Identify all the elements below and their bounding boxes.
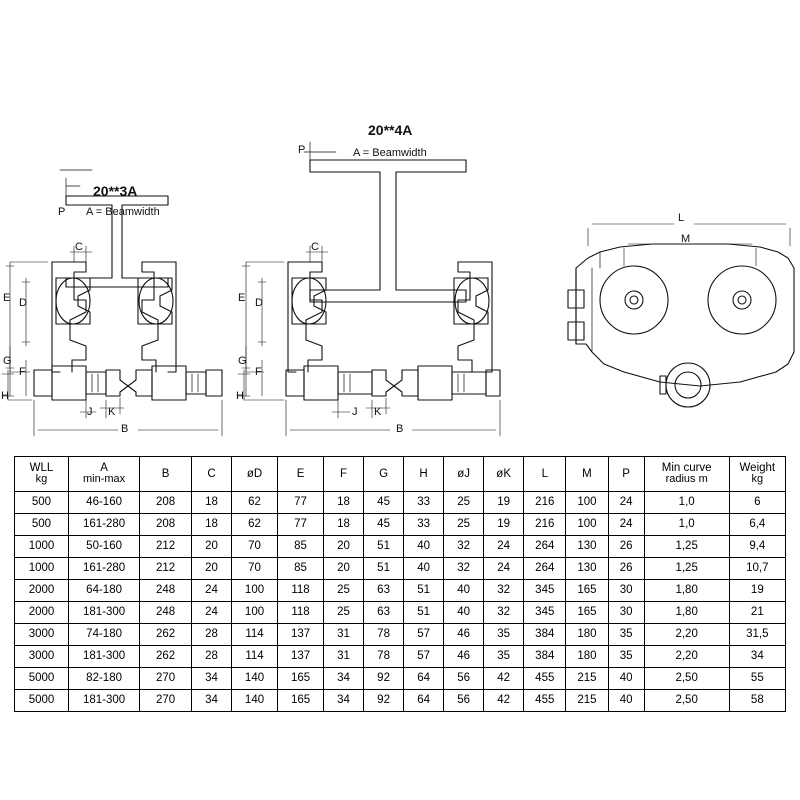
table-cell: 24 bbox=[192, 602, 232, 624]
table-row bbox=[15, 580, 786, 602]
table-cell: 137 bbox=[278, 646, 324, 668]
table-cell: 2,20 bbox=[644, 646, 729, 668]
table-cell: 92 bbox=[364, 690, 404, 712]
table-cell: 62 bbox=[232, 492, 278, 514]
table-cell: 5000 bbox=[15, 668, 69, 690]
table-cell: 100 bbox=[232, 580, 278, 602]
table-row bbox=[15, 492, 786, 514]
figure-middle-j-label: J bbox=[352, 406, 358, 418]
table-row bbox=[15, 514, 786, 536]
table-cell: 24 bbox=[192, 580, 232, 602]
table-cell: 28 bbox=[192, 624, 232, 646]
table-cell: 28 bbox=[192, 646, 232, 668]
table-cell: 161-280 bbox=[68, 558, 139, 580]
table-cell: 248 bbox=[140, 602, 192, 624]
table-cell: 25 bbox=[324, 602, 364, 624]
figure-middle-e-label: E bbox=[238, 292, 246, 304]
table-cell: 130 bbox=[566, 558, 608, 580]
table-cell: 35 bbox=[608, 646, 644, 668]
table-cell: 50-160 bbox=[68, 536, 139, 558]
table-cell: 57 bbox=[404, 624, 444, 646]
table-cell: 100 bbox=[566, 492, 608, 514]
table-cell: 33 bbox=[404, 514, 444, 536]
table-cell: 63 bbox=[364, 580, 404, 602]
table-header-cell: L bbox=[524, 457, 566, 492]
table-cell: 20 bbox=[192, 536, 232, 558]
table-cell: 114 bbox=[232, 624, 278, 646]
figure-middle-f-label: F bbox=[255, 366, 262, 378]
figure-left-beamwidth-label: A = Beamwidth bbox=[86, 206, 160, 218]
table-cell: 19 bbox=[484, 492, 524, 514]
table-cell: 34 bbox=[324, 690, 364, 712]
table-cell: 248 bbox=[140, 580, 192, 602]
table-cell: 500 bbox=[15, 492, 69, 514]
table-header-cell: WLL kg bbox=[15, 457, 69, 492]
table-cell: 57 bbox=[404, 646, 444, 668]
table-cell: 264 bbox=[524, 558, 566, 580]
table-cell: 208 bbox=[140, 492, 192, 514]
table-cell: 140 bbox=[232, 668, 278, 690]
table-cell: 51 bbox=[404, 580, 444, 602]
table-cell: 18 bbox=[192, 514, 232, 536]
table-cell: 5000 bbox=[15, 690, 69, 712]
table-cell: 1,25 bbox=[644, 558, 729, 580]
table-cell: 2000 bbox=[15, 602, 69, 624]
table-cell: 78 bbox=[364, 624, 404, 646]
table-cell: 40 bbox=[404, 558, 444, 580]
table-cell: 25 bbox=[444, 492, 484, 514]
table-cell: 92 bbox=[364, 668, 404, 690]
figure-left-p-label: P bbox=[58, 206, 66, 218]
table-cell: 262 bbox=[140, 646, 192, 668]
table-cell: 100 bbox=[566, 514, 608, 536]
table-cell: 64-180 bbox=[68, 580, 139, 602]
table-cell: 51 bbox=[404, 602, 444, 624]
figure-left-b-label: B bbox=[121, 423, 129, 435]
table-cell: 19 bbox=[484, 514, 524, 536]
table-cell: 264 bbox=[524, 536, 566, 558]
table-cell: 31 bbox=[324, 624, 364, 646]
figure-middle-b-label: B bbox=[396, 423, 404, 435]
table-row bbox=[15, 602, 786, 624]
figure-left-g-label: G bbox=[3, 355, 12, 367]
figure-middle-20-4A bbox=[238, 142, 500, 436]
table-header-cell: Min curve radius m bbox=[644, 457, 729, 492]
table-header-cell: H bbox=[404, 457, 444, 492]
table-header-cell: M bbox=[566, 457, 608, 492]
figure-middle-k-label: K bbox=[374, 406, 382, 418]
table-row bbox=[15, 690, 786, 712]
table-row bbox=[15, 558, 786, 580]
table-cell: 180 bbox=[566, 646, 608, 668]
table-cell: 24 bbox=[484, 536, 524, 558]
table-cell: 10,7 bbox=[729, 558, 785, 580]
table-cell: 140 bbox=[232, 690, 278, 712]
table-cell: 58 bbox=[729, 690, 785, 712]
table-cell: 6 bbox=[729, 492, 785, 514]
table-header-cell: øD bbox=[232, 457, 278, 492]
table-cell: 34 bbox=[192, 690, 232, 712]
table-cell: 35 bbox=[608, 624, 644, 646]
table-cell: 1000 bbox=[15, 536, 69, 558]
table-cell: 24 bbox=[608, 492, 644, 514]
table-cell: 42 bbox=[484, 690, 524, 712]
table-cell: 77 bbox=[278, 492, 324, 514]
table-cell: 1000 bbox=[15, 558, 69, 580]
table-cell: 118 bbox=[278, 580, 324, 602]
table-cell: 32 bbox=[444, 558, 484, 580]
table-cell: 114 bbox=[232, 646, 278, 668]
table-cell: 30 bbox=[608, 602, 644, 624]
table-header-cell: øJ bbox=[444, 457, 484, 492]
table-cell: 24 bbox=[484, 558, 524, 580]
table-cell: 26 bbox=[608, 558, 644, 580]
table-cell: 20 bbox=[324, 536, 364, 558]
figure-left-d-label: D bbox=[19, 297, 27, 309]
table-cell: 34 bbox=[324, 668, 364, 690]
table-cell: 55 bbox=[729, 668, 785, 690]
table-cell: 46 bbox=[444, 646, 484, 668]
table-cell: 46-160 bbox=[68, 492, 139, 514]
table-cell: 9,4 bbox=[729, 536, 785, 558]
figure-middle-p-label: P bbox=[298, 144, 306, 156]
table-cell: 45 bbox=[364, 514, 404, 536]
table-cell: 40 bbox=[444, 602, 484, 624]
table-cell: 455 bbox=[524, 690, 566, 712]
table-cell: 62 bbox=[232, 514, 278, 536]
table-cell: 85 bbox=[278, 558, 324, 580]
table-cell: 51 bbox=[364, 558, 404, 580]
figure-left-c-label: C bbox=[75, 241, 83, 253]
table-header-cell: øK bbox=[484, 457, 524, 492]
table-cell: 118 bbox=[278, 602, 324, 624]
table-cell: 384 bbox=[524, 646, 566, 668]
table-cell: 3000 bbox=[15, 624, 69, 646]
table-cell: 64 bbox=[404, 668, 444, 690]
table-cell: 20 bbox=[324, 558, 364, 580]
table-cell: 3000 bbox=[15, 646, 69, 668]
figure-right-m-label: M bbox=[681, 233, 691, 245]
table-cell: 40 bbox=[444, 580, 484, 602]
figure-left-j-label: J bbox=[87, 406, 93, 418]
table-cell: 180 bbox=[566, 624, 608, 646]
figure-right-top-view bbox=[568, 224, 794, 407]
table-cell: 70 bbox=[232, 536, 278, 558]
specification-table bbox=[14, 456, 786, 712]
table-cell: 74-180 bbox=[68, 624, 139, 646]
figure-left-k-label: K bbox=[108, 406, 116, 418]
table-cell: 35 bbox=[484, 646, 524, 668]
table-header-cell: A min-max bbox=[68, 457, 139, 492]
table-cell: 34 bbox=[192, 668, 232, 690]
table-cell: 18 bbox=[324, 514, 364, 536]
table-cell: 18 bbox=[192, 492, 232, 514]
table-cell: 181-300 bbox=[68, 602, 139, 624]
table-cell: 40 bbox=[608, 690, 644, 712]
table-cell: 6,4 bbox=[729, 514, 785, 536]
table-cell: 78 bbox=[364, 646, 404, 668]
figure-left-e-label: E bbox=[3, 292, 11, 304]
table-header-cell: P bbox=[608, 457, 644, 492]
table-cell: 77 bbox=[278, 514, 324, 536]
table-cell: 40 bbox=[404, 536, 444, 558]
table-cell: 46 bbox=[444, 624, 484, 646]
table-cell: 31 bbox=[324, 646, 364, 668]
table-cell: 51 bbox=[364, 536, 404, 558]
figure-middle-c-label: C bbox=[311, 241, 319, 253]
table-cell: 1,80 bbox=[644, 602, 729, 624]
table-cell: 1,25 bbox=[644, 536, 729, 558]
table-cell: 25 bbox=[444, 514, 484, 536]
table-cell: 181-300 bbox=[68, 690, 139, 712]
table-cell: 32 bbox=[484, 602, 524, 624]
table-cell: 165 bbox=[566, 602, 608, 624]
table-cell: 56 bbox=[444, 690, 484, 712]
table-cell: 212 bbox=[140, 536, 192, 558]
table-cell: 34 bbox=[729, 646, 785, 668]
table-cell: 137 bbox=[278, 624, 324, 646]
table-cell: 33 bbox=[404, 492, 444, 514]
table-cell: 20 bbox=[192, 558, 232, 580]
figure-middle-beamwidth-label: A = Beamwidth bbox=[353, 147, 427, 159]
table-row bbox=[15, 536, 786, 558]
table-cell: 2,50 bbox=[644, 690, 729, 712]
table-header-cell: E bbox=[278, 457, 324, 492]
table-cell: 18 bbox=[324, 492, 364, 514]
table-cell: 63 bbox=[364, 602, 404, 624]
table-cell: 2000 bbox=[15, 580, 69, 602]
table-cell: 1,80 bbox=[644, 580, 729, 602]
table-cell: 161-280 bbox=[68, 514, 139, 536]
figure-left-h-label: H bbox=[1, 390, 9, 402]
table-row bbox=[15, 624, 786, 646]
table-cell: 130 bbox=[566, 536, 608, 558]
figure-middle-h-label: H bbox=[236, 390, 244, 402]
table-cell: 212 bbox=[140, 558, 192, 580]
table-cell: 32 bbox=[444, 536, 484, 558]
table-cell: 56 bbox=[444, 668, 484, 690]
table-header-cell: F bbox=[324, 457, 364, 492]
table-cell: 31,5 bbox=[729, 624, 785, 646]
table-cell: 216 bbox=[524, 514, 566, 536]
table-cell: 215 bbox=[566, 690, 608, 712]
table-cell: 270 bbox=[140, 668, 192, 690]
table-row bbox=[15, 646, 786, 668]
table-cell: 100 bbox=[232, 602, 278, 624]
table-cell: 32 bbox=[484, 580, 524, 602]
table-header-cell: C bbox=[192, 457, 232, 492]
table-cell: 165 bbox=[278, 690, 324, 712]
table-cell: 85 bbox=[278, 536, 324, 558]
table-cell: 345 bbox=[524, 602, 566, 624]
table-cell: 216 bbox=[524, 492, 566, 514]
table-cell: 455 bbox=[524, 668, 566, 690]
table-cell: 2,50 bbox=[644, 668, 729, 690]
table-cell: 26 bbox=[608, 536, 644, 558]
table-cell: 215 bbox=[566, 668, 608, 690]
table-cell: 25 bbox=[324, 580, 364, 602]
table-cell: 1,0 bbox=[644, 514, 729, 536]
table-header-cell: B bbox=[140, 457, 192, 492]
figure-left-title: 20**3A bbox=[93, 183, 138, 199]
table-cell: 82-180 bbox=[68, 668, 139, 690]
table-cell: 262 bbox=[140, 624, 192, 646]
table-cell: 181-300 bbox=[68, 646, 139, 668]
table-header-row bbox=[15, 457, 786, 492]
table-cell: 1,0 bbox=[644, 492, 729, 514]
table-cell: 384 bbox=[524, 624, 566, 646]
table-row bbox=[15, 668, 786, 690]
table-cell: 165 bbox=[278, 668, 324, 690]
table-header-cell: Weight kg bbox=[729, 457, 785, 492]
table-cell: 19 bbox=[729, 580, 785, 602]
table-cell: 2,20 bbox=[644, 624, 729, 646]
table-cell: 70 bbox=[232, 558, 278, 580]
table-cell: 45 bbox=[364, 492, 404, 514]
figure-left-f-label: F bbox=[19, 366, 26, 378]
figure-right-l-label: L bbox=[678, 212, 685, 224]
table-cell: 500 bbox=[15, 514, 69, 536]
table-header-cell: G bbox=[364, 457, 404, 492]
table-cell: 270 bbox=[140, 690, 192, 712]
table-cell: 24 bbox=[608, 514, 644, 536]
table-cell: 208 bbox=[140, 514, 192, 536]
table-cell: 345 bbox=[524, 580, 566, 602]
table-cell: 30 bbox=[608, 580, 644, 602]
table-cell: 21 bbox=[729, 602, 785, 624]
table-cell: 40 bbox=[608, 668, 644, 690]
table-cell: 165 bbox=[566, 580, 608, 602]
table-cell: 42 bbox=[484, 668, 524, 690]
figure-middle-d-label: D bbox=[255, 297, 263, 309]
figure-middle-title: 20**4A bbox=[368, 122, 413, 138]
table-cell: 64 bbox=[404, 690, 444, 712]
table-cell: 35 bbox=[484, 624, 524, 646]
figure-middle-g-label: G bbox=[238, 355, 247, 367]
